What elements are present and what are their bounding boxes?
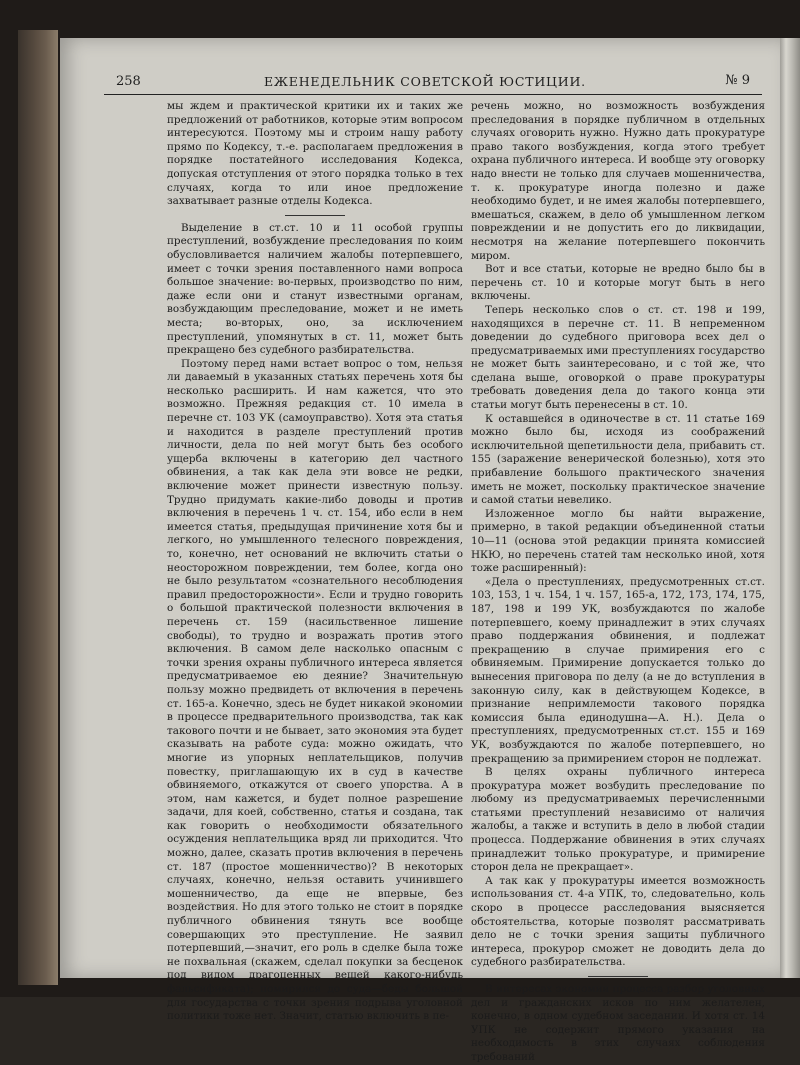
paragraph: А так как у прокуратуры имеется возможность использования ст. 4-а УПК, то, следовательно, коль скоро в процессе расследования выясняется обстоятельства, которые позволят рассматривать дело не с точки зрения защиты публичного интереса, прокурор сможет не доводить дела до судебного разбирательства. [471,874,765,969]
paragraph: Изложенное могло бы найти выражение, примерно, в такой редакции объединенной статьи 10—11 (основа этой редакции принята комиссией НКЮ, но перечень статей там несколько иной, хотя тоже расширенный): [471,507,765,575]
paragraph: Вот и все статьи, которые не вредно было бы в перечень ст. 10 и которые могут быть в него включены. [471,263,765,303]
page-number: 258 [116,74,141,89]
issue-number: № 9 [725,73,750,88]
section-divider [588,976,648,977]
paragraph: Теперь несколько слов о ст. ст. 198 и 199, находящихся в перечне ст. 11. В непременном доведении до судебного приговора всех дел о предусматриваемых ими преступлениях государство не может быть заинтересовано, и с той же, что сделана выше, оговоркой о праве прокуратуры требовать доведения дела до такого конца эти статьи могут быть перенесены в ст. 10. [471,303,765,412]
book-binding [18,30,58,985]
paragraph: мы ждем и практической критики их и таких же предложений от работников, которые этим вопросом интересуются. Поэтому мы и строим нашу работу прямо по Кодексу, т.-е. располагаем предложения в порядке постатейного исследования Кодекса, допуская отступления от этого порядка только в тех случаях, когда то или иное предложение захватывает разные отделы Кодекса. [167,100,463,208]
left-column [167,100,463,1024]
paragraph: К оставшейся в одиночестве в ст. 11 статье 169 можно было бы, исходя из соображений исключительной щепетильности дела, прибавить ст. 155 (заражение венерической болезнью), хотя это прибавление большого практического значения иметь не может, поскольку практическое значение и самой статьи невелико. [471,412,765,507]
right-column [471,100,765,1065]
journal-title: ЕЖЕНЕДЕЛЬНИК СОВЕТСКОЙ ЮСТИЦИИ. [264,74,586,89]
paragraph: речень можно, но возможность возбуждения преследования в порядке публичном в отдельных случаях оговорить нужно. Нужно дать прокуратуре право такого возбуждения, когда этого требует охрана публичного интереса. И вообще эту оговорку надо внести не только для случаев мошенничества, т. к. прокуратуре иногда полезно и даже необходимо будет, и не имея жалобы потерпевшего, вмешаться, скажем, в дело об умышленном легком повреждении и не допустить его до ликвидации, несмотря на желание потерпевшего покончить миром. [471,100,765,262]
quoted-article-text: «Дела о преступлениях, предусмотренных ст.ст. 103, 153, 1 ч. 154, 1 ч. 157, 165-а, 172, 173, 174, 175, 187, 198 и 199 УК, возбуждаются по жалобе потерпевшего, коему принадлежит в этих случаях право поддержания обвинения, и подлежат прекращению в случае примирения его с обвиняемым. Примирение допускается только до вынесения приговора по делу (а не до вступления в законную силу, как в действующем Кодексе, в признание непримлемости такового порядка комиссия была единодушна—А. Н.). Дела о преступлениях, предусмотренных ст.ст. 155 и 169 УК, возбуждаются по жалобе потерпевшего, но прекращению за примирением сторон не подлежат. [471,575,765,765]
quoted-article-text: В целях охраны публичного интереса прокуратура может возбудить преследование по любому из предусматриваемых перечисленными статьями преступлений независимо от наличия жалобы, а также и вступить в дело в любой стадии процесса. Поддержание обвинения в этих случаях принадлежит только прокуратуре, и примирение сторон дела не прекращает». [471,766,765,874]
paragraph: Выделение в ст.ст. 10 и 11 особой группы преступлений, возбуждение преследования по коим обусловливается наличием жалобы потерпевшего, имеет с точки зрения поставленного нами вопроса большое значение: во-первых, производство по ним, даже если они и станут известными органам, возбуждающим преследование, может и не иметь места; во-вторых, оно, за исключением преступлений, упомянутых в ст. 11, может быть прекращено без судебного разбирательства. [167,221,463,357]
running-header [104,74,762,95]
paragraph: В интересах экономии процесса разбор уголовных дел и гражданских исков по ним желателен, конечно, в одном судебном заседании. И хотя ст. 14 УПК не содержит прямого указания на необходимость в этих случаях соблюдения требований [471,983,766,1063]
page-stack-edge [780,38,800,978]
paragraph: Поэтому перед нами встает вопрос о том, нельзя ли даваемый в указанных статьях перечень хотя бы несколько расширить. И нам кажется, что это возможно. Прежняя редакция ст. 10 имела в перечне ст. 103 УК (самоуправство). Хотя эта статья и находится в разделе преступлений против личности, дела по ней могут быть без особого ущерба включены в категорию дел частного обвинения, а так как дела эти вовсе не редки, включение может принести известную пользу. Трудно придумать какие-либо доводы и против включения в перечень 1 ч. ст. 154, ибо если в нем имеется статья, предыдущая причинение хотя бы и легкого, но умышленного телесного повреждения, то, конечно, нет оснований не включить статьи о неосторожном повреждении, тем более, когда оно не было результатом «сознательного несоблюдения правил предосторожности». Если и трудно говорить о большой практической полезности включения в перечень ст. 159 (насильственное лишение свободы), то трудно и возражать против этого включения. В самом деле насколько опасным с точки зрения охраны публичного интереса является предусматриваемое ею деяние? Значительную пользу можно предвидеть от включения в перечень ст. 165-а. Конечно, здесь не будет никакой экономии в процессе предварительного производства, так как такового почти и не бывает, зато экономия эта будет сказывать на работе суда: можно ожидать, что многие из упорных неплательщиков, получив повестку, приглашающую их в суд в качестве обвиняемого, откажутся от своего упорства. А в этом, нам кажется, и будет полное разрешение задачи, для коей, собственно, статья и создана, так как говорить о необходимости обязательного осуждения неплательщика вряд ли приходится. Что можно, далее, сказать против включения в перечень ст. 187 (простое мошенничество)? В некоторых случаях, конечно, нельзя оставить учинившего мошенничество, да еще не впервые, без воздействия. Но для этого только не стоит в порядке публичного обвинения тянуть все вообще совершающих это преступление. Не заявил потерпевший,—значит, его роль в сделке была тоже не похвальная (скажем, сделал покупки за бесценок под видом драгоценных вещей какого-нибудь фальсификата); помирился до суда—беды большой для государства с точки зрения подрыва уголовной политики тоже нет. Значит, статью включить в пе- [167,357,463,1023]
section-divider [285,215,345,216]
